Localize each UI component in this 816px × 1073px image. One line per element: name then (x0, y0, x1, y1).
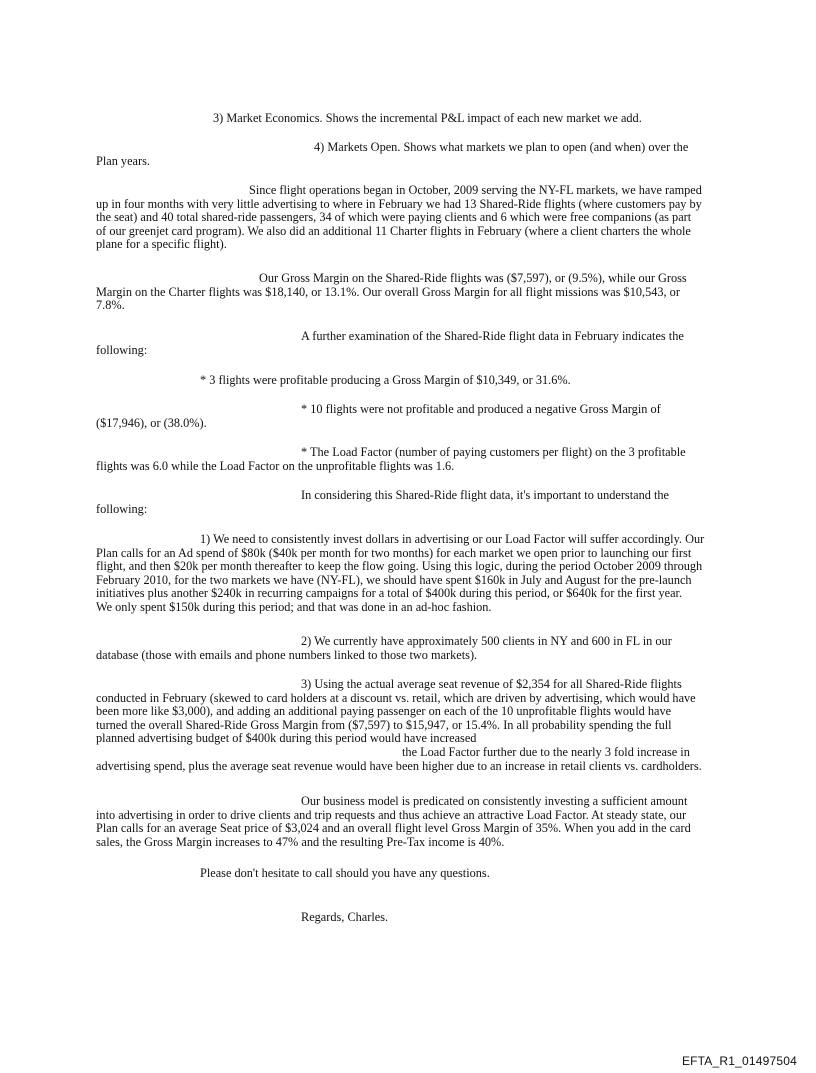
text-line: 3) Using the actual average seat revenue of $2,354 for all Shared-Ride flights (301, 677, 682, 691)
text-line: initiatives plus another $240k in recurring campaigns for a total of $400k during this period, or $640k for the first year. (96, 586, 683, 601)
text-line: into advertising in order to drive clients and trip requests and thus achieve an attractive Load Factor. At steady state, our (96, 807, 687, 822)
text-line: planned advertising budget of $400k during this period would have increased (96, 731, 477, 746)
text-line: 7.8%. (96, 298, 125, 313)
text-line: flights was 6.0 while the Load Factor on the unprofitable flights was 1.6. (96, 458, 455, 473)
text-line: 1) We need to consistently invest dollars in advertising or our Load Factor will suffer accordingly. Our (200, 532, 705, 546)
paragraph-point-2-clients (96, 635, 722, 662)
paragraph-markets-open (96, 141, 722, 168)
paragraph-point-1-advertising (96, 533, 722, 615)
text-line: been more like $3,000), and adding an additional paying passenger on each of the 10 unprofitable flights would have (96, 704, 672, 719)
bates-number: EFTA_R1_01497504 (681, 1054, 797, 1068)
paragraph-business-model (96, 795, 722, 849)
text-line: Our business model is predicated on consistently investing a sufficient amount (301, 794, 688, 808)
text-line: Our Gross Margin on the Shared-Ride flights was ($7,597), or (9.5%), while our Gross (259, 271, 687, 285)
paragraph-market-economics (96, 112, 722, 126)
text-line: 2) We currently have approximately 500 clients in NY and 600 in FL in our (301, 634, 672, 648)
text-line: ($17,946), or (38.0%). (96, 415, 207, 430)
bullet-unprofitable-flights (96, 403, 722, 430)
text-line: advertising spend, plus the average seat revenue would have been higher due to an increase in retail clients vs. cardholders. (96, 758, 702, 773)
text-line: up in four months with very little advertising to where in February we had 13 Shared-Ride flights (where customers pay by (96, 196, 702, 211)
text-line: following: (96, 501, 148, 516)
text-line: Regards, Charles. (301, 910, 389, 924)
paragraph-questions (96, 867, 722, 881)
text-line: the Load Factor further due to the nearly 3 fold increase in (402, 744, 690, 759)
text-line: * The Load Factor (number of paying customers per flight) on the 3 profitable (301, 445, 686, 459)
text-line: * 3 flights were profitable producing a Gross Margin of $10,349, or 31.6%. (200, 373, 571, 387)
text-line: plane for a specific flight). (96, 237, 227, 252)
text-line: 3) Market Economics. Shows the incremental P&L impact of each new market we add. (213, 111, 642, 125)
text-line: Since flight operations began in October, 2009 serving the NY-FL markets, we have ramped (249, 183, 702, 197)
paragraph-gross-margin (96, 272, 722, 313)
paragraph-point-3-seat-revenue (96, 678, 722, 773)
text-line: Plan calls for an Ad spend of $80k ($40k per month for two months) for each market we open prior to launching our first (96, 545, 692, 560)
text-line: following: (96, 342, 148, 357)
text-line: sales, the Gross Margin increases to 47% and the resulting Pre-Tax income is 40%. (96, 834, 505, 849)
paragraph-considering (96, 489, 722, 516)
text-line: database (those with emails and phone numbers linked to those two markets). (96, 647, 478, 662)
paragraph-further-examination (96, 330, 722, 357)
text-line: the seat) and 40 total shared-ride passengers, 34 of which were paying clients and 6 which were free companions (as part (96, 210, 692, 225)
text-line: Plan years. (96, 153, 150, 168)
signature-line (96, 911, 722, 925)
text-line: Margin on the Charter flights was $18,140, or 13.1%. Our overall Gross Margin for all flight missions was $10,543, or (96, 284, 680, 299)
text-line: February 2010, for the two markets we have (NY-FL), we should have spent $160k in July and August for the pre-launch (96, 572, 692, 587)
text-line: Please don't hesitate to call should you have any questions. (200, 866, 490, 880)
text-line: In considering this Shared-Ride flight data, it's important to understand the (301, 488, 669, 502)
text-line: Plan calls for an average Seat price of $3,024 and an overall flight level Gross Margin of 35%. When you add in the card (96, 821, 691, 836)
text-line: conducted in February (skewed to card holders at a discount vs. retail, which are driven by advertising, which would have (96, 690, 696, 705)
text-line: We only spent $150k during this period; and that was done in an ad-hoc fashion. (96, 599, 492, 614)
text-line: turned the overall Shared-Ride Gross Margin from ($7,597) to $15,947, or 15.4%. In all probability spending the full (96, 717, 672, 732)
text-line: flight, and then $20k per month thereafter to keep the flow going. Using this logic, during the period October 2009 through (96, 559, 703, 574)
bullet-profitable-flights (96, 374, 722, 388)
text-line: of our greenjet card program). We also did an additional 11 Charter flights in February (where a client charters the whole (96, 223, 691, 238)
text-line: 4) Markets Open. Shows what markets we plan to open (and when) over the (314, 140, 689, 154)
bullet-load-factor (96, 446, 722, 473)
text-line: * 10 flights were not profitable and produced a negative Gross Margin of (301, 402, 661, 416)
paragraph-flight-operations (96, 184, 722, 252)
text-line: A further examination of the Shared-Ride flight data in February indicates the (301, 329, 684, 343)
